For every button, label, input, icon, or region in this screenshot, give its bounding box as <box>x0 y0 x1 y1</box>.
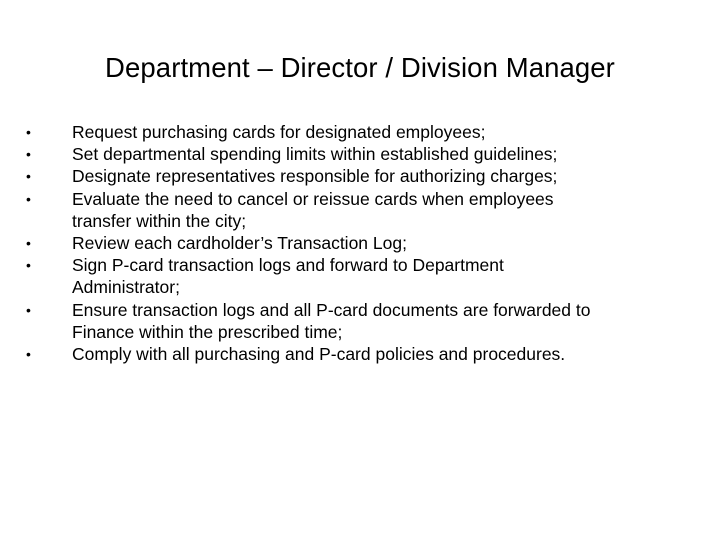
bullet-icon: • <box>26 257 31 274</box>
bullet-text <box>72 232 686 254</box>
bullet-icon: • <box>26 346 31 363</box>
bullet-line: Request purchasing cards for designated employees; <box>72 122 486 142</box>
bullet-text <box>72 165 686 187</box>
bullet-line: Sign P-card transaction logs and forward to Department <box>72 255 504 276</box>
list-item <box>26 143 686 165</box>
list-item <box>26 343 686 365</box>
bullet-icon: • <box>26 146 31 163</box>
list-item <box>26 254 686 298</box>
bullet-line: Set departmental spending limits within established guidelines; <box>72 144 558 165</box>
bullet-line: Ensure transaction logs and all P-card documents are forwarded to <box>72 299 591 320</box>
bullet-line: Designate representatives responsible for authorizing charges; <box>72 166 558 187</box>
slide-title: Department – Director / Division Manager <box>105 52 615 83</box>
bullet-line: Comply with all purchasing and P-card policies and procedures. <box>72 344 566 365</box>
bullet-line: Evaluate the need to cancel or reissue cards when employees <box>72 188 554 209</box>
bullet-icon: • <box>26 168 31 185</box>
bullet-text <box>72 143 686 165</box>
bullet-line: transfer within the city; <box>72 210 247 231</box>
bullet-icon: • <box>26 124 31 140</box>
bullet-text <box>72 188 686 232</box>
bullet-text <box>72 343 686 365</box>
list-item <box>26 121 686 143</box>
bullet-icon: • <box>26 301 31 318</box>
list-item <box>26 165 686 187</box>
bullet-line: Review each cardholder’s Transaction Log; <box>72 233 407 254</box>
list-item <box>26 232 686 254</box>
list-item <box>26 299 686 343</box>
list-item <box>26 188 686 232</box>
bullet-icon: • <box>26 190 31 207</box>
bullet-list <box>26 121 686 365</box>
bullet-icon: • <box>26 235 31 252</box>
bullet-line: Administrator; <box>72 277 180 298</box>
bullet-text <box>72 121 686 143</box>
bullet-text <box>72 254 686 298</box>
bullet-line: Finance within the prescribed time; <box>72 321 343 342</box>
bullet-text <box>72 299 686 343</box>
